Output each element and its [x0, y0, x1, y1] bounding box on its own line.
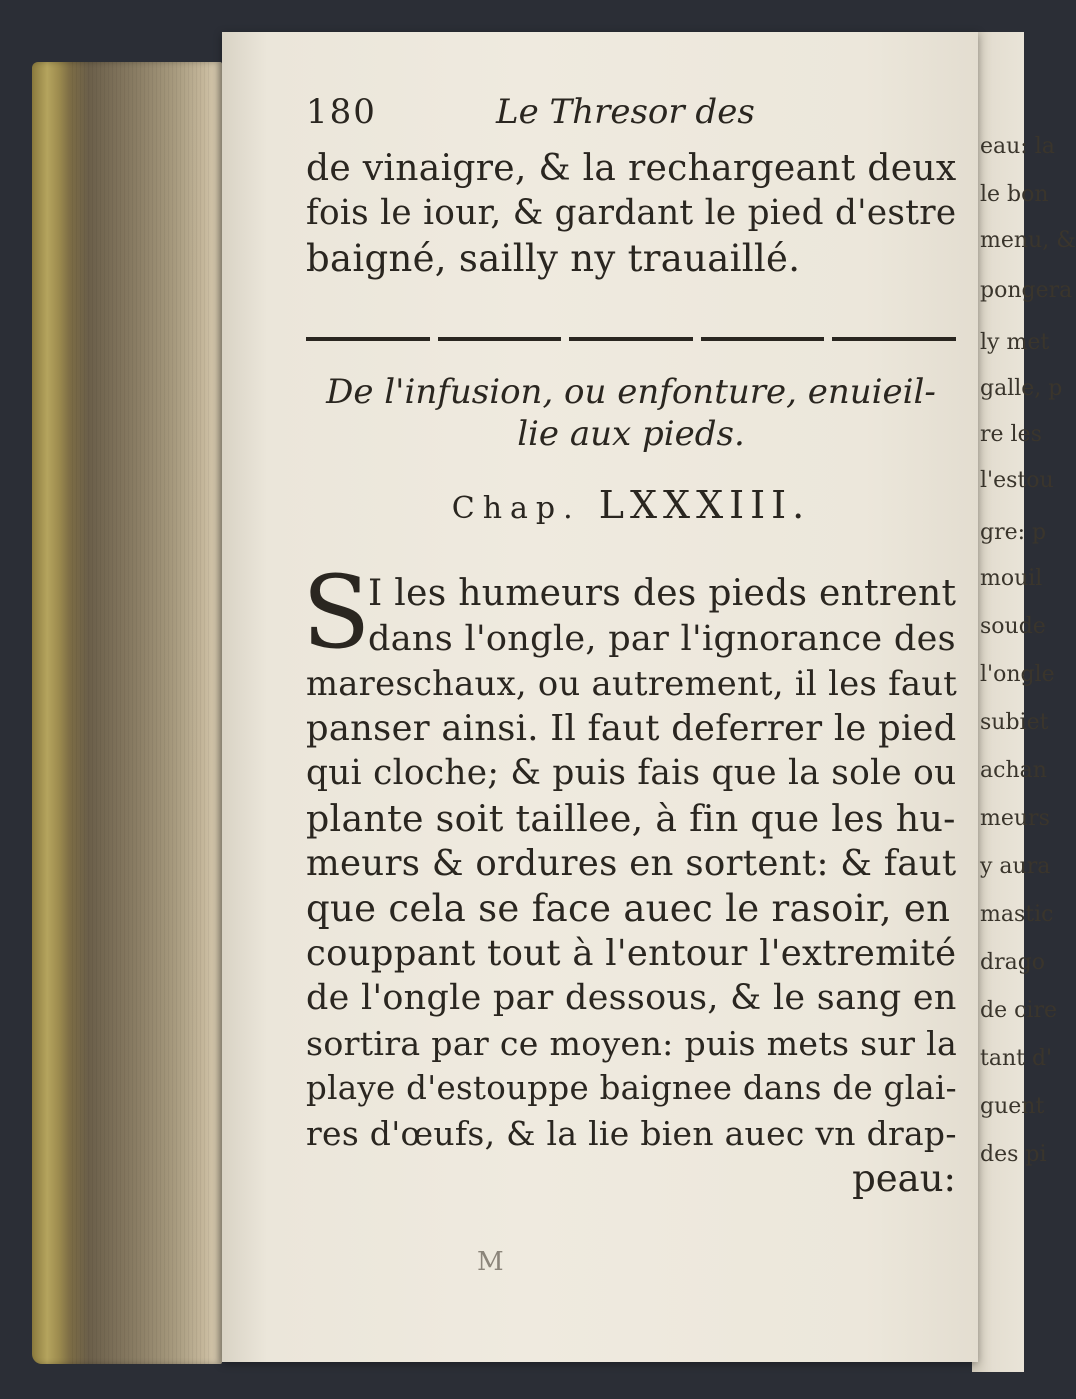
- facing-fragment: meurs: [980, 806, 1050, 831]
- chapter-label: Chap.: [451, 491, 581, 526]
- rule-segment: [701, 337, 825, 341]
- chapter-numeral: LXXXIII.: [598, 483, 811, 527]
- text-line: baigné, sailly ny trauaillé.: [306, 237, 801, 280]
- facing-fragment: guent: [980, 1094, 1045, 1119]
- book-page: [222, 32, 978, 1362]
- facing-fragment: drago: [980, 950, 1046, 975]
- facing-fragment: achan: [980, 758, 1047, 783]
- text-line: dans l'ongle, par l'ignorance des: [368, 618, 956, 659]
- facing-fragment: tant d': [980, 1046, 1053, 1071]
- running-title: Le Thresor des: [496, 92, 755, 132]
- text-line: de l'ongle par dessous, & le sang en: [306, 978, 957, 1018]
- heading-line: lie aux pieds.: [517, 414, 745, 454]
- continued-text: [306, 146, 956, 281]
- rule-segment: [569, 337, 693, 341]
- chapter-heading: [306, 483, 956, 543]
- facing-fragment: ly met: [980, 330, 1050, 355]
- facing-fragment: l'estou: [980, 468, 1054, 493]
- page-header: [306, 92, 956, 146]
- facing-fragment: eau: la: [980, 134, 1055, 159]
- text-line: panser ainsi. Il faut deferrer le pied: [306, 708, 957, 749]
- page-text: [302, 92, 958, 1201]
- text-line: couppant tout à l'entour l'extremité: [306, 933, 957, 974]
- facing-fragment: pongera: [980, 278, 1073, 303]
- facing-fragment: menu, &: [980, 228, 1076, 253]
- chapter-body: [302, 554, 958, 1201]
- facing-fragment: mastic: [980, 902, 1054, 927]
- drop-cap: S: [302, 554, 371, 671]
- facing-page-edge: [972, 32, 1076, 1372]
- facing-fragment: re les: [980, 422, 1042, 447]
- text-line: plante soit taillee, à fin que les hu-: [306, 797, 956, 840]
- text-line: qui cloche; & puis fais que la sole ou: [306, 753, 957, 793]
- facing-fragment: subiet: [980, 710, 1049, 735]
- facing-fragment: l'ongle: [980, 662, 1055, 687]
- rule-segment: [832, 337, 956, 341]
- book-page-edges: [32, 62, 222, 1364]
- section-heading: [306, 371, 956, 455]
- facing-fragment: des pi: [980, 1142, 1047, 1167]
- text-line: de vinaigre, & la rechargeant deux: [306, 147, 957, 189]
- text-line: fois le iour, & gardant le pied d'estre: [306, 193, 957, 233]
- text-line: sortira par ce moyen: puis mets sur la: [306, 1024, 958, 1063]
- text-line: res d'œufs, & la lie bien auec vn drap-: [306, 1114, 957, 1153]
- catchword: peau:: [852, 1157, 956, 1200]
- rule-segment: [306, 337, 430, 341]
- facing-fragment: mouil: [980, 566, 1043, 591]
- rule-segment: [438, 337, 562, 341]
- page-number: 180: [306, 92, 377, 132]
- text-line: que cela se face auec le rasoir, en: [306, 887, 951, 930]
- facing-fragment: galle, p: [980, 376, 1063, 401]
- text-line: mareschaux, ou autrement, il les faut: [306, 664, 958, 703]
- text-line: meurs & ordures en sortent: & faut: [306, 843, 957, 884]
- facing-fragment: soude: [980, 614, 1046, 639]
- text-line: playe d'estouppe baignee dans de glai-: [306, 1069, 957, 1107]
- ornamental-rule: [306, 337, 956, 343]
- facing-fragment: le bon: [980, 182, 1049, 207]
- facing-fragment: y aura: [980, 854, 1051, 879]
- facing-fragment: gre: p: [980, 520, 1047, 545]
- heading-line: De l'infusion, ou enfonture, enuieil-: [326, 372, 936, 412]
- text-line: I les humeurs des pieds entrent: [368, 573, 957, 614]
- signature-mark: M: [477, 1247, 518, 1277]
- facing-fragment: de cire: [980, 998, 1057, 1023]
